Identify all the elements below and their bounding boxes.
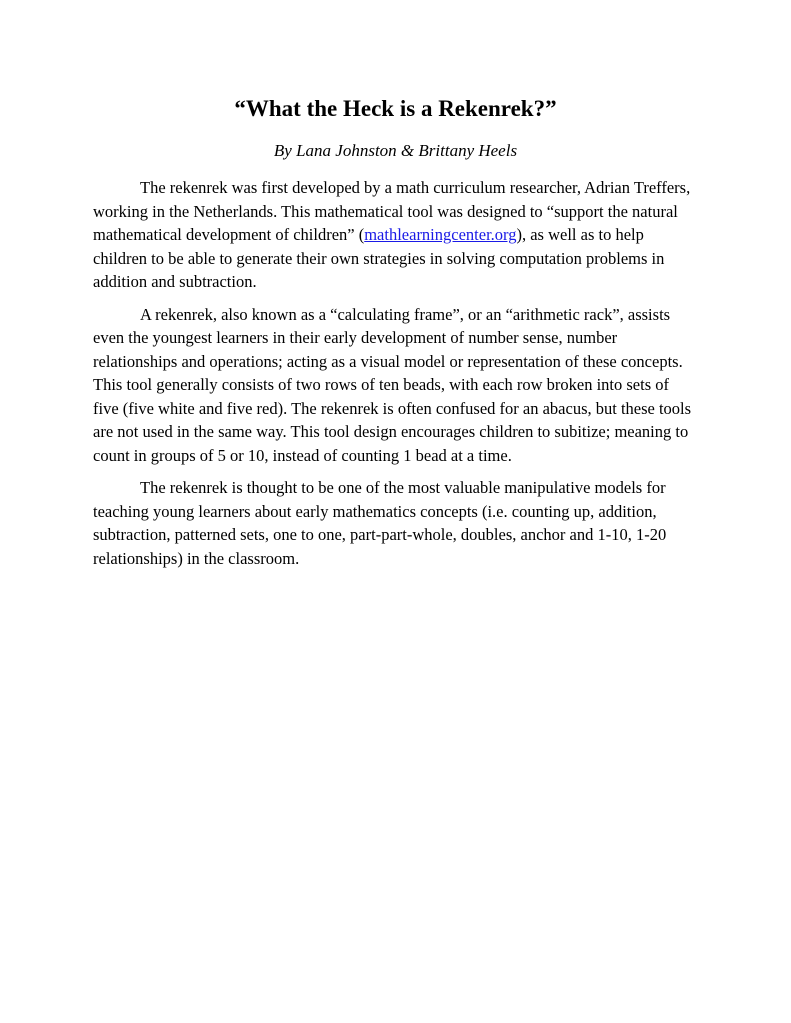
paragraph-1 bbox=[93, 176, 698, 294]
mathlearningcenter-link[interactable]: mathlearningcenter.org bbox=[364, 225, 517, 244]
document-body bbox=[93, 176, 698, 579]
document-title: “What the Heck is a Rekenrek?” bbox=[234, 96, 557, 121]
paragraph-1-text-before-link: The rekenrek was first developed by a math curriculum researcher, Adrian Treffers, working in the Netherlands. This mathematical tool was designed to “support the natural mathematical development of children” ( bbox=[93, 178, 691, 244]
paragraph-1-text-after-link: ), as well as to help children to be able to generate their own strategies in solving computation problems in addition and subtraction. bbox=[93, 225, 665, 291]
paragraph-2: A rekenrek, also known as a “calculating frame”, or an “arithmetic rack”, assists even the youngest learners in their early development of number sense, number relationships and operations; acting as a visual model or representation of these concepts. This tool generally consists of two rows of ten beads, with each row broken into sets of five (five white and five red). The rekenrek is often confused for an abacus, but these tools are not used in the same way. This tool design encourages children to subitize; meaning to count in groups of 5 or 10, instead of counting 1 bead at a time. bbox=[93, 304, 692, 465]
paragraph-3: The rekenrek is thought to be one of the most valuable manipulative models for teaching young learners about early mathematics concepts (i.e. counting up, addition, subtraction, patterned sets, one to one, part-part-whole, doubles, anchor and 1-10, 1-20 relationships) in the classroom. bbox=[93, 478, 667, 568]
author-byline: By Lana Johnston & Brittany Heels bbox=[273, 141, 518, 160]
